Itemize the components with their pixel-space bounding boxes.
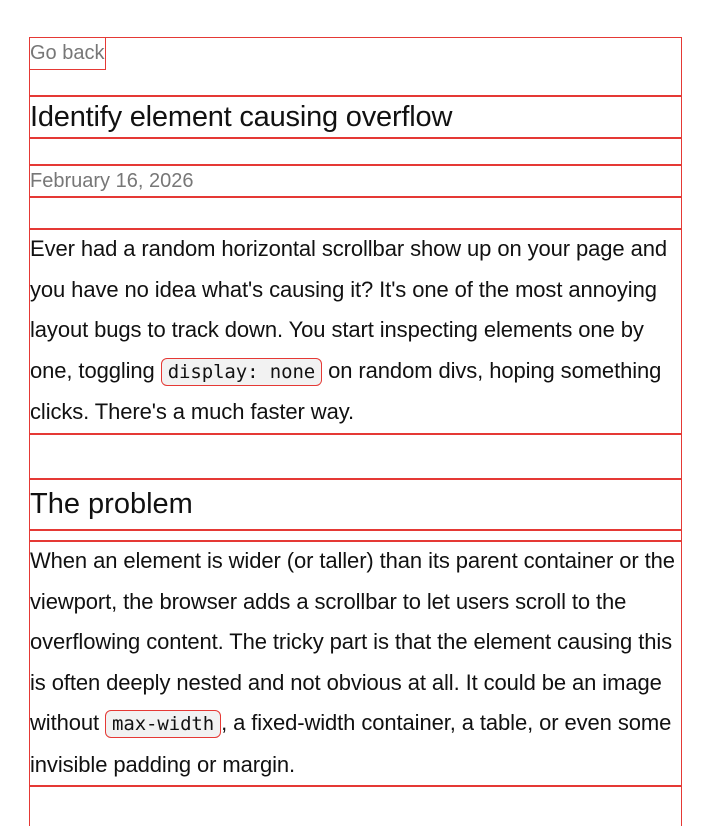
inline-code: display: none — [161, 358, 322, 386]
next-block — [30, 786, 681, 826]
problem-paragraph — [30, 541, 681, 786]
post-date: February 16, 2026 — [30, 165, 681, 197]
spacer — [30, 197, 681, 229]
page-title: Identify element causing overflow — [30, 96, 681, 138]
go-back-link[interactable]: Go back — [30, 38, 105, 69]
text: Ever had a random horizontal scrollbar show up on your page and you have no idea what's causing it? It's one of the most annoying layout bugs to track down. You start inspecting elements one by one, toggling — [30, 236, 667, 383]
text: on random divs, hoping something clicks. There's a much faster way. — [30, 357, 662, 425]
inline-code: max-width — [105, 710, 221, 738]
spacer — [30, 434, 681, 479]
section-heading: The problem — [30, 479, 681, 530]
text: , a fixed-width container, a table, or even some invisible padding or margin. — [30, 710, 672, 777]
intro-paragraph — [30, 229, 681, 434]
spacer — [30, 530, 681, 541]
spacer — [30, 138, 681, 165]
nav-row — [30, 38, 681, 96]
article-container — [30, 38, 681, 826]
text: When an element is wider (or taller) than its parent container or the viewport, the browser adds a scrollbar to let users scroll to the overflowing content. The tricky part is that the element causing this is often deeply nested and not obvious at all. It could be an image without — [30, 548, 675, 736]
